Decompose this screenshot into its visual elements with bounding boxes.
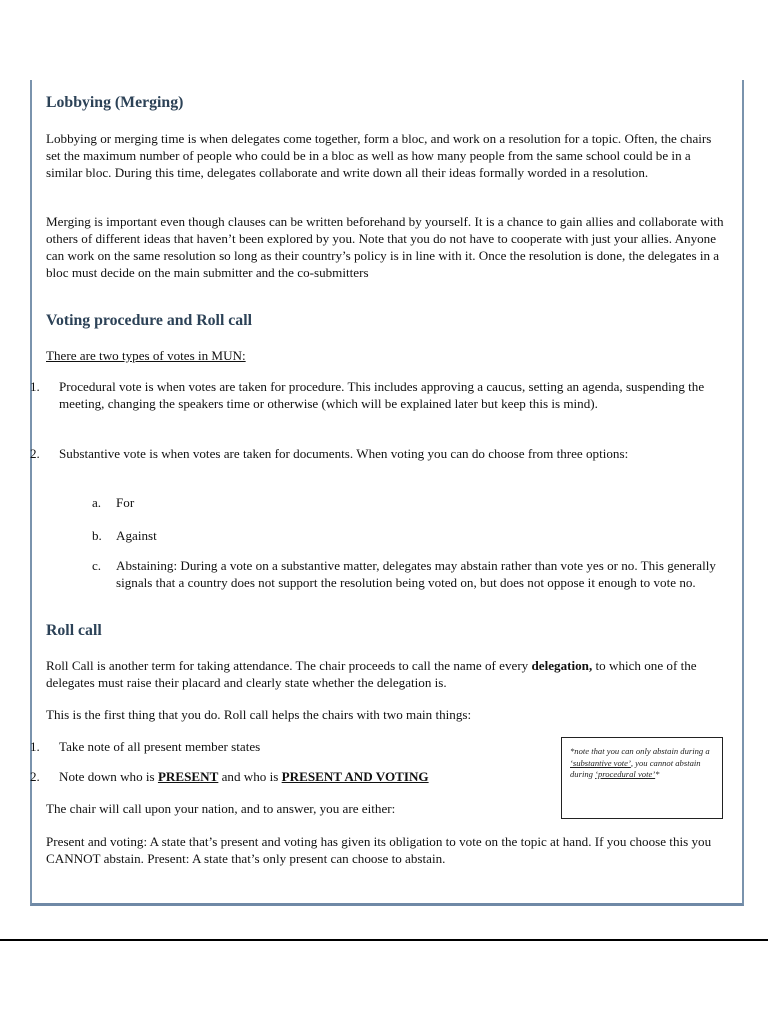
lobbying-paragraph-1: Lobbying or merging time is when delegates come together, form a bloc, and work on a resolution for a topic. Often, the chairs set the maximum number of people who could be in a bloc as well as how many people from the same school could be in a similar bloc. During this time, delegates collaborate and write down all their ideas formally worded in a resolution. — [46, 131, 712, 180]
list-number: 1. — [30, 739, 40, 754]
list-item-text: Procedural vote is when votes are taken for procedure. This includes approving a caucus, setting an agenda, suspending the meeting, changing the speakers time or otherwise (which will be explained later but keep this is mind). — [59, 379, 705, 411]
list-item-text: Substantive vote is when votes are taken for documents. When voting you can do choose from three options: — [59, 446, 629, 461]
note-text: , you cannot abstain during — [570, 757, 701, 780]
note-underlined-text: ‘procedural vote’ — [595, 769, 656, 780]
list-number: 1. — [30, 379, 40, 394]
option-letter: c. — [92, 558, 102, 573]
list-item — [30, 445, 732, 462]
rollcall-heading: Roll call — [46, 622, 102, 639]
item-text: Note down who is — [59, 769, 158, 784]
note-text: *note that you can only abstain during a — [570, 746, 710, 756]
rollcall-text: Roll Call is another term for taking attendance. The chair proceeds to call the name of every — [46, 658, 532, 673]
list-number: 2. — [30, 446, 40, 461]
option-letter: a. — [92, 495, 102, 510]
option-letter: b. — [92, 528, 102, 543]
list-item — [30, 768, 429, 785]
list-item — [30, 738, 261, 755]
list-item-text: Take note of all present member states — [59, 739, 261, 754]
present-and-voting-emphasis: PRESENT AND VOTING — [281, 769, 429, 784]
note-underlined-text: ‘substantive vote’ — [570, 757, 631, 768]
rollcall-paragraph-3: The chair will call upon your nation, and to answer, you are either: — [46, 801, 396, 816]
option-text: For — [116, 495, 135, 510]
lobbying-heading: Lobbying (Merging) — [46, 94, 184, 111]
option-text: Abstaining: During a vote on a substantive matter, delegates may abstain rather than vote yes or no. This generally signals that a country does not support the resolution being voted on, but does not oppose it enough to vote no. — [116, 558, 716, 590]
rollcall-paragraph-2: This is the first thing that you do. Roll call helps the chairs with two main things: — [46, 707, 472, 722]
delegation-bold: delegation, — [531, 658, 593, 673]
list-number: 2. — [30, 769, 40, 784]
page-divider — [0, 939, 768, 941]
note-text: * — [655, 769, 660, 780]
present-emphasis: PRESENT — [157, 769, 219, 784]
vote-types-intro: There are two types of votes in MUN: — [46, 348, 246, 363]
list-item — [30, 378, 732, 412]
rollcall-text: to which one of the delegates must raise their placard and clearly state whether the delegation is. — [46, 658, 697, 690]
abstain-note-box — [561, 737, 723, 819]
rollcall-paragraph-1 — [46, 657, 732, 691]
option-text: Against — [116, 528, 157, 543]
rollcall-paragraph-4: Present and voting: A state that’s present and voting has given its obligation to vote on the topic at hand. If you choose this you CANNOT abstain. Present: A state that’s only present can choose to abstain. — [46, 834, 712, 866]
item-text: and who is — [218, 769, 282, 784]
list-item-text — [46, 769, 429, 784]
lobbying-paragraph-2: Merging is important even though clauses can be written beforehand by yourself. It is a chance to gain allies and collaborate with others of different ideas that haven’t been explored by you. Note that you do not have to cooperate with just your allies. Anyone can work on the same resolution so long as their country’s policy is in line with it. Once the resolution is done, the delegates in a bloc must decide on the main submitter and the co-submitters — [46, 214, 724, 280]
voting-heading: Voting procedure and Roll call — [46, 312, 252, 329]
